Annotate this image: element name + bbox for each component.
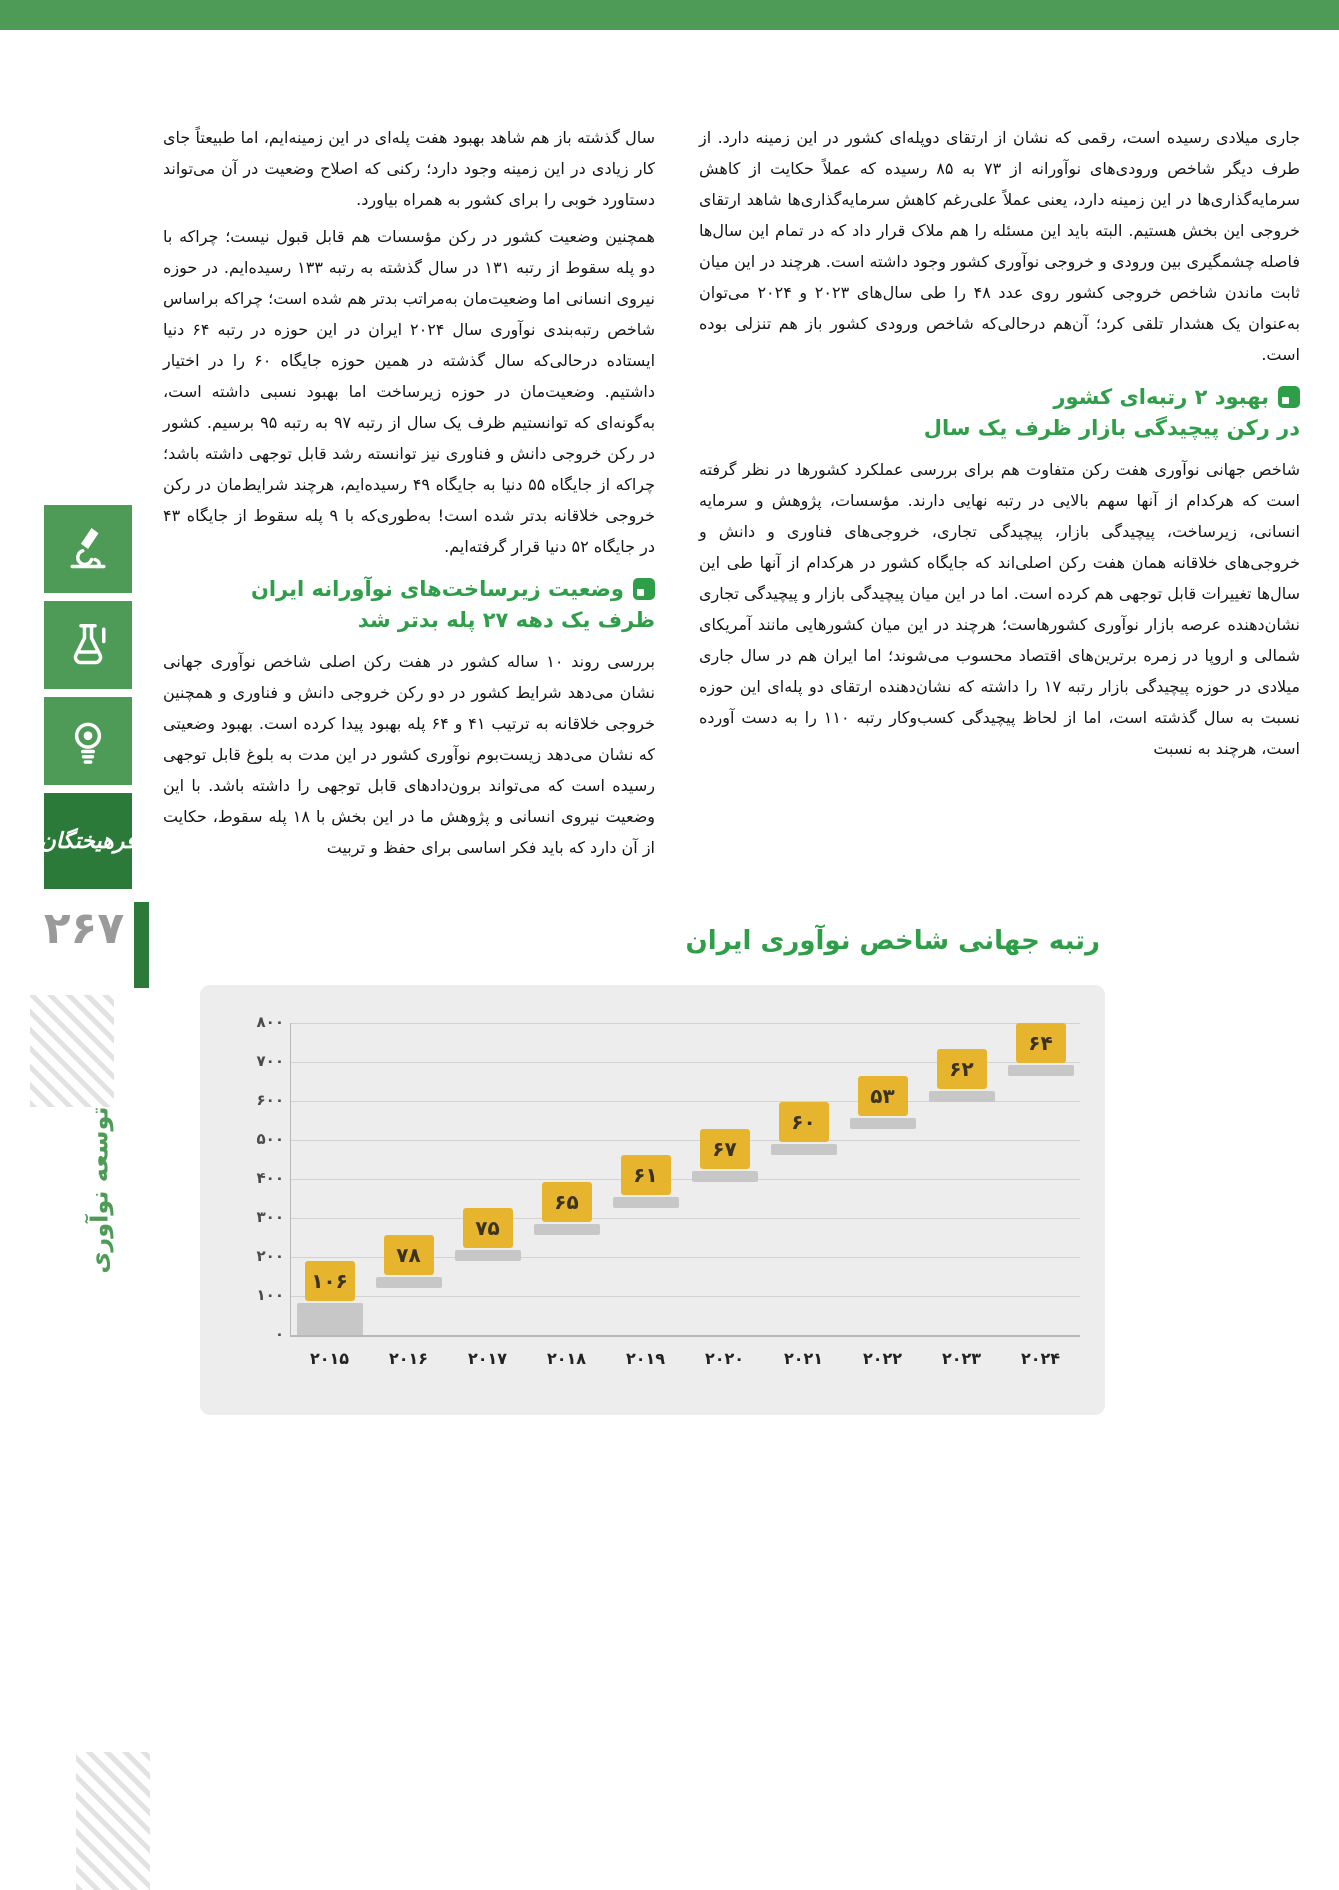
chart-title: رتبه جهانی شاخص نوآوری ایران <box>685 926 1100 956</box>
value-box-2020: ۶۷ <box>700 1129 750 1169</box>
step-bar-2020 <box>692 1171 758 1182</box>
heading-line2: ظرف یک دهه ۲۷ پله بدتر شد <box>357 608 655 632</box>
diagonal-hatch-decoration-top <box>30 995 114 1107</box>
sidebar-icon-block-2 <box>44 601 132 689</box>
paragraph: سال گذشته باز هم شاهد بهبود هفت پله‌ای در این زمینه‌ایم، اما طبیعتاً جای کار زیادی در این زمینه وجود دارد؛ رکنی که اصلاح وضعیت در آن می‌تواند دستاورد خوبی را برای کشور به همراه بیاورد. <box>163 128 655 209</box>
step-bar-2019 <box>613 1197 679 1208</box>
step-bar-2024 <box>1008 1065 1074 1076</box>
value-box-2021: ۶۰ <box>779 1102 829 1142</box>
heading-bullet-icon <box>1278 386 1300 408</box>
paragraph: همچنین وضعیت کشور در رکن مؤسسات هم قابل قبول نیست؛ چراکه با دو پله سقوط از رتبه ۱۳۱ در سال گذشته به رتبه ۱۳۳ رسیده‌ایم. در حوزه نیروی انسانی اما وضعیت‌مان به‌مراتب بدتر هم شده است؛ چراکه براساس شاخص رتبه‌بندی نوآوری سال ۲۰۲۴ ایران در این حوزه در رتبه ۶۴ دنیا ایستاده درحالی‌که سال گذشته در همین حوزه جایگاه ۶۰ را در اختیار داشتیم. وضعیت‌مان در حوزه زیرساخت اما بهبود نسبی داشته است، به‌گونه‌ای که توانستیم ظرف یک سال از رتبه ۹۷ به رتبه ۹۵ برسیم. کشور در رکن خروجی دانش و فناوری نیز توانسته رشد قابل توجهی داشته باشد؛ چراکه از جایگاه ۵۵ دنیا به جایگاه ۴۹ رسیده‌ایم، هرچند شرایط‌مان در رکن خروجی خلاقانه بدتر شده است! به‌طوری‌که با ۹ پله سقوط از جایگاه ۴۳ در جایگاه ۵۲ دنیا قرار گرفته‌ایم. <box>163 227 656 556</box>
y-tick-label: ۳۰۰ <box>256 1208 284 1226</box>
value-box-2019: ۶۱ <box>621 1155 671 1195</box>
green-accent-strip <box>134 902 149 988</box>
step-bar-2017 <box>455 1250 521 1261</box>
value-box-2017: ۷۵ <box>463 1208 513 1248</box>
sidebar-icon-block-1 <box>44 505 132 593</box>
y-axis-line <box>290 1023 291 1335</box>
x-tick-label-2018: ۲۰۱۸ <box>546 1349 587 1368</box>
gridline-400 <box>290 1179 1080 1180</box>
step-bar-2021 <box>771 1144 837 1155</box>
x-tick-label-2023: ۲۰۲۳ <box>941 1349 982 1368</box>
x-tick-label-2019: ۲۰۱۹ <box>625 1349 666 1368</box>
y-tick-label: ۴۰۰ <box>256 1169 284 1187</box>
step-bar-2023 <box>929 1091 995 1102</box>
x-tick-label-2020: ۲۰۲۰ <box>704 1349 745 1368</box>
y-tick-label: ۷۰۰ <box>256 1052 284 1070</box>
innovation-rank-chart <box>200 985 1105 1415</box>
newspaper-logo-block <box>39 793 137 889</box>
x-tick-label-2016: ۲۰۱۶ <box>388 1349 429 1368</box>
microscope-icon <box>60 521 116 577</box>
step-bar-2016 <box>376 1277 442 1288</box>
value-box-2024: ۶۴ <box>1016 1023 1066 1063</box>
x-tick-label-2017: ۲۰۱۷ <box>467 1349 508 1368</box>
idea-gear-bulb-icon <box>60 713 116 769</box>
paragraph: شاخص جهانی نوآوری هفت رکن متفاوت هم برای بررسی عملکرد کشورها در نظر گرفته است که هرکدام از آنها سهم بالایی در رتبه نهایی دارند. مؤسسات، پژوهش و سرمایه انسانی، زیرساخت، پیچیدگی بازار، پیچیدگی تجاری، خروجی‌های فناوری و دانش و خروجی‌های خلاقانه همان هفت رکن اصلی‌اند که جایگاه کشور در هرکدام از آنها طی این سال‌ها تغییرات قابل توجهی هم کرده است. اما در این میان پیچیدگی بازار و پیچیدگی تجاری نشان‌دهنده عرصه بازار نوآوری کشورهاست؛ هرچند در این میان کشورهایی مانند آمریکای شمالی و اروپا در زمره برترین‌های اقتصاد محسوب می‌شوند؛ اما ایران هم در سال جاری میلادی در حوزه پیچیدگی بازار رتبه ۱۷ را داشته که نشان‌دهنده ارتقای دو پله‌ای این حوزه نسبت به سال گذشته است، اما از لحاظ پیچیدگی کسب‌وکار رتبه ۱۱۰ را به دست آورده است، هرچند به نسبت <box>699 460 1301 758</box>
value-box-2015: ۱۰۶ <box>305 1261 355 1301</box>
text-column-left <box>163 122 655 869</box>
section-heading-market-complexity <box>699 382 1300 444</box>
y-tick-label: ۲۰۰ <box>256 1247 284 1265</box>
newspaper-logo: فرهیختگان <box>39 828 137 854</box>
y-tick-label: ۶۰۰ <box>256 1091 284 1109</box>
step-bar-2015 <box>297 1303 363 1314</box>
paragraph: جاری میلادی رسیده است، رقمی که نشان از ارتقای دوپله‌ای کشور در این زمینه دارد. از طرف دیگر شاخص ورودی‌های نوآورانه از ۷۳ به ۸۵ رسیده که عملاً حکایت از کاهش سرمایه‌گذاری‌ها در این زمینه دارد، یعنی عملاً علی‌رغم کاهش سرمایه‌گذاری‌ها شاهد ارتقای خروجی این بخش هستیم. البته باید این مسئله را هم ملاک قرار داد که در تمام این سال‌ها فاصله چشمگیری بین ورودی و خروجی نوآوری کشور وجود داشته است. هرچند در این میان ثابت ماندن شاخص خروجی کشور روی عدد ۴۸ را طی سال‌های ۲۰۲۳ و ۲۰۲۴ می‌توان به‌عنوان یک هشدار تلقی کرد؛ آن‌هم درحالی‌که شاخص ورودی کشور باز هم تنزلی بوده است. <box>699 128 1301 364</box>
paragraph: بررسی روند ۱۰ ساله کشور در هفت رکن اصلی شاخص نوآوری جهانی نشان می‌دهد شرایط کشور در دو رکن خروجی دانش و فناوری و همچنین خروجی خلاقانه به ترتیب ۴۱ و ۶۴ پله بهبود پیدا کرده است. بهبود وضعیتی که نشان می‌دهد زیست‌بوم نوآوری کشور در این مدت به بلوغ قابل توجهی رسیده است که می‌تواند برون‌دادهای قابل توجهی را داشته باشد. با این وضعیت نیروی انسانی و پژوهش ما در این بخش با ۱۸ پله سقوط، حکایت از آن دارد که باید فکر اساسی برای حفظ و تربیت <box>163 652 656 857</box>
gridline-300 <box>290 1218 1080 1219</box>
gridline-800 <box>290 1023 1080 1024</box>
x-tick-label-2022: ۲۰۲۲ <box>862 1349 903 1368</box>
y-tick-label: ۵۰۰ <box>256 1130 284 1148</box>
x-tick-label-2021: ۲۰۲۱ <box>783 1349 824 1368</box>
x-tick-label-2015: ۲۰۱۵ <box>309 1349 350 1368</box>
value-box-2018: ۶۵ <box>542 1182 592 1222</box>
step-bar-2018 <box>534 1224 600 1235</box>
value-box-2022: ۵۳ <box>858 1076 908 1116</box>
x-axis-line <box>290 1335 1080 1337</box>
value-box-2023: ۶۲ <box>937 1049 987 1089</box>
section-vertical-label: توسعه نوآوری <box>86 1106 115 1274</box>
diagonal-hatch-decoration-bottom <box>76 1752 150 1890</box>
gridline-500 <box>290 1140 1080 1141</box>
y-tick-label: ۸۰۰ <box>256 1013 284 1031</box>
top-green-bar <box>0 0 1339 30</box>
heading-bullet-icon <box>633 578 655 600</box>
y-tick-label: ۱۰۰ <box>256 1286 284 1304</box>
heading-line1: وضعیت زیرساخت‌های نوآورانه ایران <box>250 577 624 601</box>
section-heading-infrastructure <box>163 574 655 636</box>
heading-line1: بهبود ۲ رتبه‌ای کشور <box>1053 385 1269 409</box>
sidebar-icon-block-3 <box>44 697 132 785</box>
value-box-2016: ۷۸ <box>384 1235 434 1275</box>
text-column-right <box>699 122 1300 770</box>
section-vertical-label-wrap <box>30 1100 170 1280</box>
step-bar-2022 <box>850 1118 916 1129</box>
y-tick-label: ۰ <box>274 1325 284 1343</box>
page-number: ۲۶۷ <box>43 903 125 954</box>
gridline-100 <box>290 1296 1080 1297</box>
heading-line2: در رکن پیچیدگی بازار ظرف یک سال <box>923 416 1300 440</box>
x-tick-label-2024: ۲۰۲۴ <box>1020 1349 1061 1368</box>
chemistry-flask-icon <box>60 617 116 673</box>
